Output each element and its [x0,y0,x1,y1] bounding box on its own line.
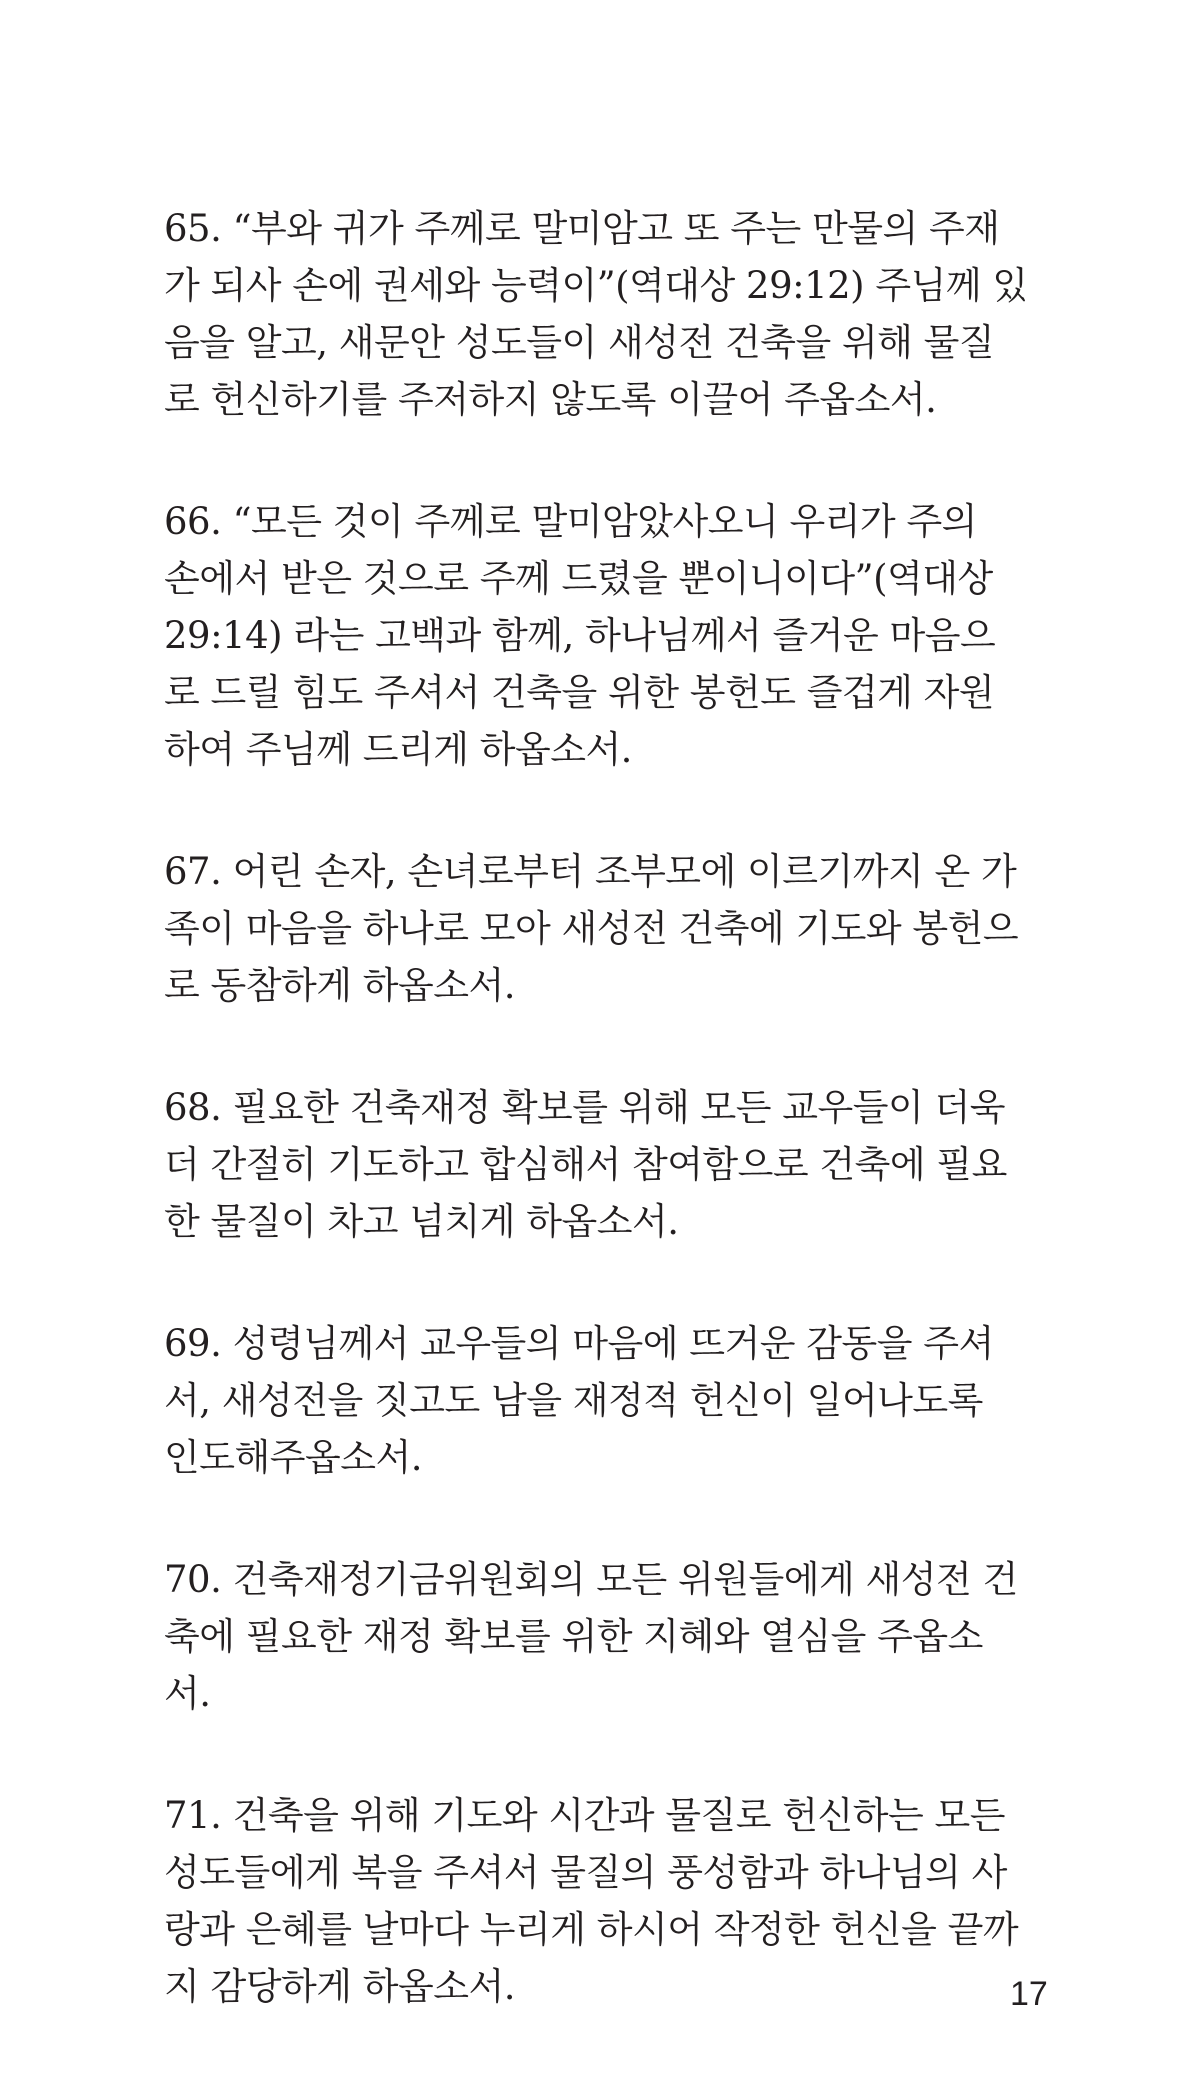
prayer-line: 축에 필요한 재정 확보를 위한 지혜와 열심을 주옵소 [164,1615,983,1658]
prayer-line: 더 간절히 기도하고 합심해서 참여함으로 건축에 필요 [164,1143,1007,1186]
prayer-line: 29:14) 라는 고백과 함께, 하나님께서 즐거운 마음으 [164,614,996,657]
prayer-line: 로 드릴 힘도 주셔서 건축을 위한 봉헌도 즐겁게 자원 [164,671,995,714]
prayer-line: 인도해주옵소서. [164,1436,422,1479]
prayer-line: 68. 필요한 건축재정 확보를 위해 모든 교우들이 더욱 [164,1086,1006,1129]
prayer-line: 족이 마음을 하나로 모아 새성전 건축에 기도와 봉헌으 [164,907,1019,950]
prayer-line: 70. 건축재정기금위원회의 모든 위원들에게 새성전 건 [164,1558,1018,1601]
prayer-line: 하여 주님께 드리게 하옵소서. [164,728,632,771]
prayer-item-65 [164,200,1040,428]
prayer-item-67 [164,843,1040,1014]
prayer-line: 67. 어린 손자, 손녀로부터 조부모에 이르기까지 온 가 [164,850,1017,893]
prayer-item-70 [164,1551,1040,1722]
prayer-line: 가 되사 손에 권세와 능력이”(역대상 29:12) 주님께 있 [164,264,1028,307]
prayer-line: 71. 건축을 위해 기도와 시간과 물질로 헌신하는 모든 [164,1794,1006,1837]
prayer-line: 성도들에게 복을 주셔서 물질의 풍성함과 하나님의 사 [164,1851,1007,1894]
prayer-line: 지 감당하게 하옵소서. [164,1965,515,2008]
prayer-item-69 [164,1315,1040,1486]
prayer-list [164,200,1040,2080]
prayer-line: 손에서 받은 것으로 주께 드렸을 뿐이니이다”(역대상 [164,557,993,600]
prayer-line: 69. 성령님께서 교우들의 마음에 뜨거운 감동을 주셔 [164,1322,994,1365]
prayer-line: 서. [164,1672,211,1715]
prayer-item-71 [164,1787,1040,2015]
prayer-line: 65. “부와 귀가 주께로 말미암고 또 주는 만물의 주재 [164,207,1000,250]
prayer-line: 로 헌신하기를 주저하지 않도록 이끌어 주옵소서. [164,378,937,421]
prayer-item-66 [164,493,1040,778]
prayer-line: 로 동참하게 하옵소서. [164,964,515,1007]
prayer-line: 랑과 은혜를 날마다 누리게 하시어 작정한 헌신을 끝까 [164,1908,1019,1951]
prayer-line: 66. “모든 것이 주께로 말미암았사오니 우리가 주의 [164,500,977,543]
page-number: 17 [1010,1975,1048,2013]
prayer-line: 음을 알고, 새문안 성도들이 새성전 건축을 위해 물질 [164,321,995,364]
prayer-line: 한 물질이 차고 넘치게 하옵소서. [164,1200,679,1243]
prayer-item-68 [164,1079,1040,1250]
prayer-line: 서, 새성전을 짓고도 남을 재정적 헌신이 일어나도록 [164,1379,983,1422]
